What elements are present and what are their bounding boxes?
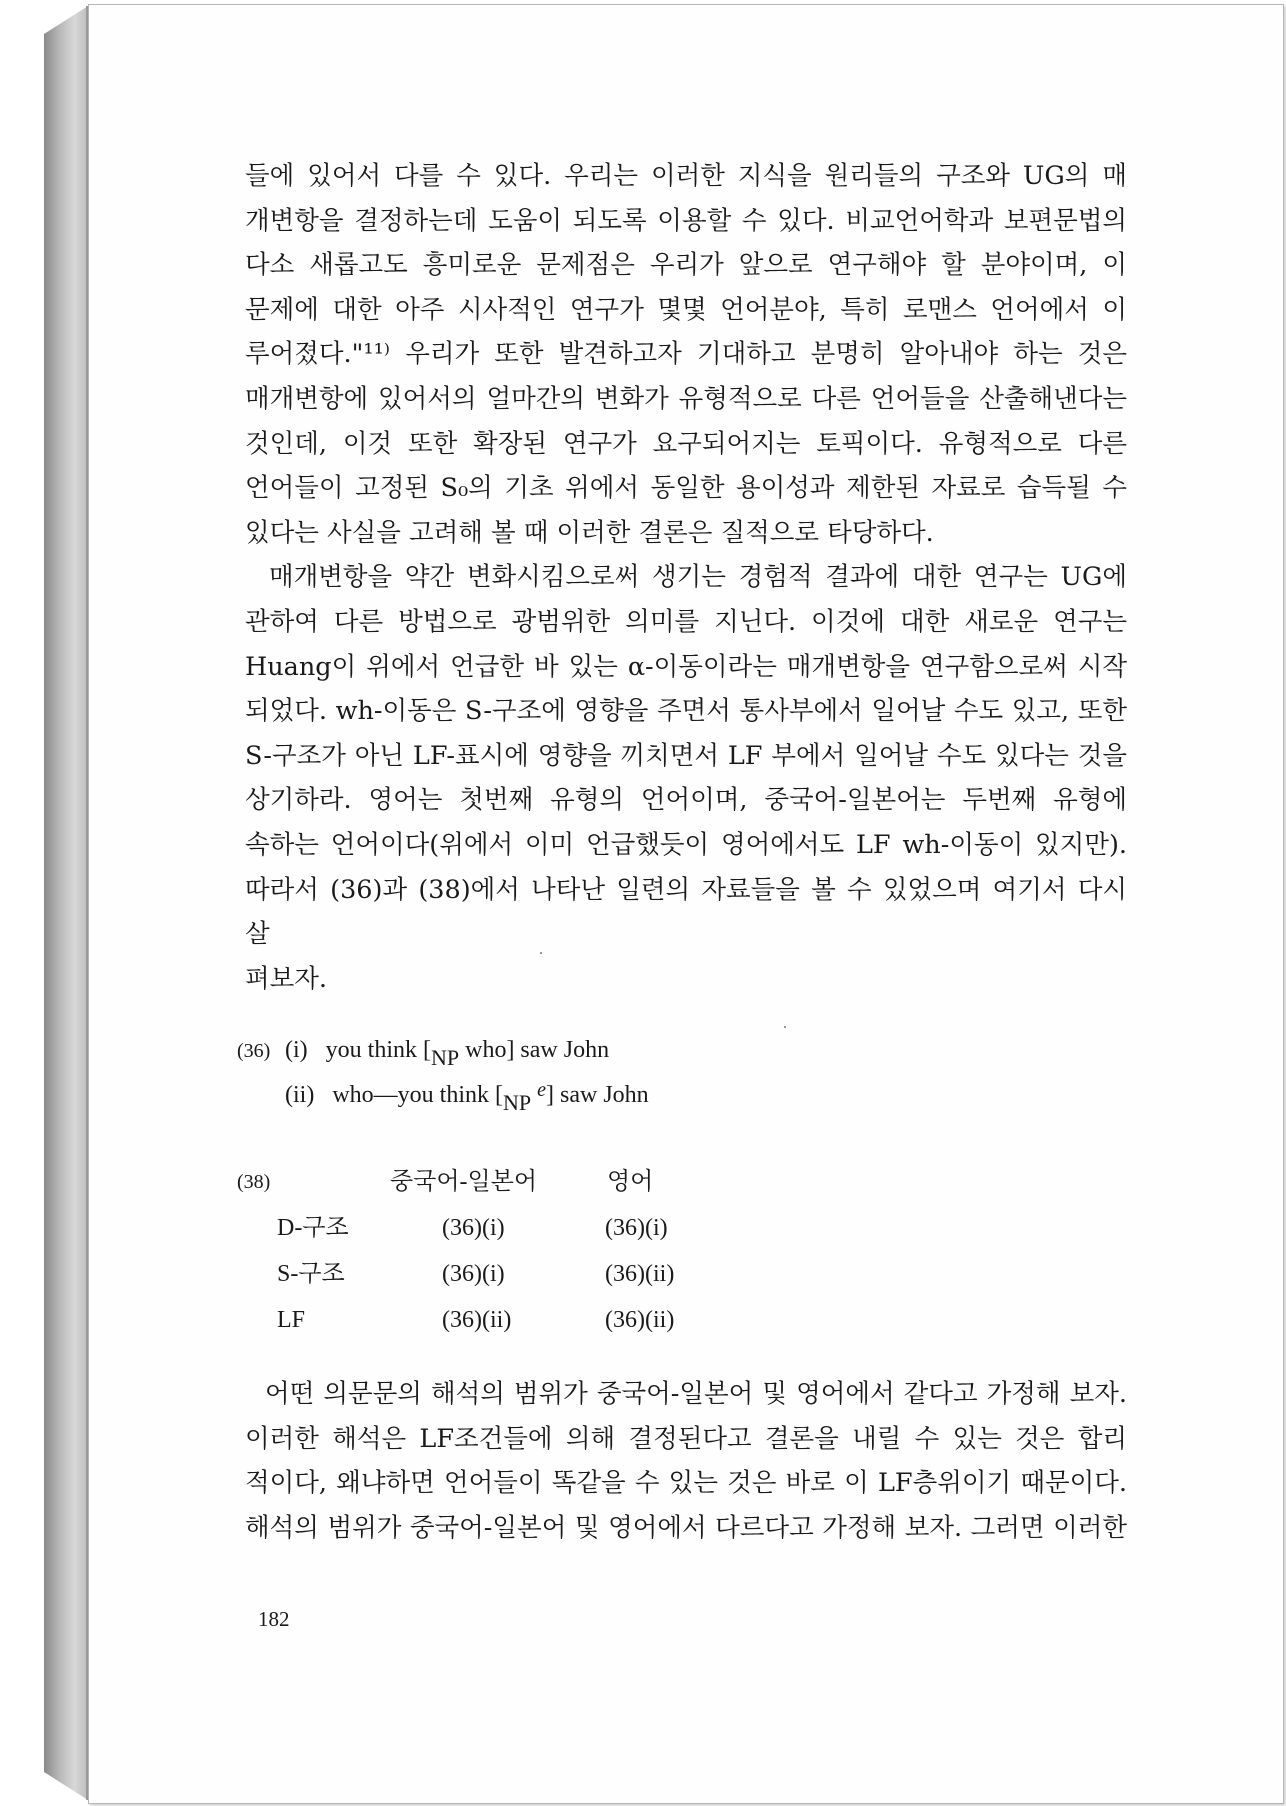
example-number: (38) [237, 1171, 271, 1193]
row-label-d-structure: D-구조 [277, 1215, 349, 1241]
paragraph-2 [245, 555, 1127, 1001]
table-cell: (36)(ii) [442, 1307, 512, 1333]
text-line: 있다는 사실을 고려해 볼 때 이러한 결론은 질적으로 타당하다. [245, 517, 934, 548]
table-cell: (36)(ii) [605, 1307, 675, 1333]
speck [540, 952, 542, 954]
text-line: 관하여 다른 방법으로 광범위한 의미를 지닌다. 이것에 대한 새로운 연구는 [245, 606, 1127, 637]
text-line: 적이다, 왜냐하면 언어들이 똑같을 수 있는 것은 바로 이 LF층위이기 때문이다. [245, 1468, 1127, 1499]
text-line: 속하는 언어이다(위에서 이미 언급했듯이 영어에서도 LF wh-이동이 있지만). [245, 829, 1127, 860]
page-number: 182 [258, 1607, 290, 1631]
example-text: ] saw John [546, 1082, 649, 1108]
text-line: 개변항을 결정하는데 도움이 되도록 이용할 수 있다. 비교언어학과 보편문법의 [245, 205, 1127, 236]
paragraph-1 [245, 154, 1127, 555]
text-line: 다소 새롭고도 흥미로운 문제점은 우리가 앞으로 연구해야 할 분야이며, 이 [245, 250, 1127, 281]
np-subscript: NP [430, 1045, 460, 1070]
row-label-lf: LF [277, 1307, 306, 1333]
example-36-line-2 [237, 1073, 649, 1118]
text-line: 들에 있어서 다를 수 있다. 우리는 이러한 지식을 원리들의 구조와 UG의 매 [245, 161, 1127, 191]
example-text: who—you think [ [332, 1082, 503, 1108]
np-subscript: NP [503, 1090, 532, 1115]
speck [784, 1026, 786, 1028]
paragraph-3 [245, 1372, 1127, 1550]
example-text: who] saw John [459, 1037, 610, 1063]
text-line: Huang이 위에서 언급한 바 있는 α-이동이라는 매개변항을 연구함으로써 시작 [245, 651, 1127, 682]
main-text [245, 154, 1127, 1001]
text-line: 매개변항에 있어서의 얼마간의 변화가 유형적으로 다른 언어들을 산출해낸다는 [245, 383, 1127, 414]
text-line: 문제에 대한 아주 시사적인 연구가 몇몇 언어분야, 특히 로맨스 언어에서 이 [245, 294, 1127, 325]
example-36-line-1 [237, 1028, 649, 1073]
example-number: (36) [237, 1040, 271, 1062]
book-spine [44, 6, 88, 1800]
text-line: 상기하라. 영어는 첫번째 유형의 언어이며, 중국어-일본어는 두번째 유형에 [245, 785, 1127, 816]
text-line: 루어졌다."¹¹⁾ 우리가 또한 발견하고자 기대하고 분명히 알아내야 하는 것은 [245, 339, 1127, 370]
example-label: (ii) [285, 1082, 315, 1108]
text-line: 어떤 의문문의 해석의 범위가 중국어-일본어 및 영어에서 같다고 가정해 보자. [265, 1379, 1127, 1409]
table-cell: (36)(i) [605, 1215, 668, 1241]
text-line: 되었다. wh-이동은 S-구조에 영향을 주면서 통사부에서 일어날 수도 있고, 또한 [245, 696, 1127, 727]
text-line: 언어들이 고정된 S₀의 기초 위에서 동일한 용이성과 제한된 자료로 습득될 수 [245, 473, 1127, 504]
table-cell: (36)(ii) [605, 1261, 675, 1287]
text-line: 것인데, 이것 또한 확장된 연구가 요구되어지는 토픽이다. 유형적으로 다른 [245, 428, 1127, 459]
row-label-s-structure: S-구조 [277, 1261, 345, 1287]
example-36 [237, 1028, 649, 1118]
example-text: you think [ [325, 1037, 431, 1063]
column-header-english: 영어 [607, 1169, 654, 1195]
example-label: (i) [285, 1037, 308, 1063]
table-cell: (36)(i) [442, 1261, 505, 1287]
empty-category: e [537, 1079, 547, 1101]
text-line: 매개변항을 약간 변화시킴으로써 생기는 경험적 결과에 대한 연구는 UG에 [269, 562, 1127, 593]
column-header-chinese-japanese: 중국어-일본어 [390, 1169, 538, 1195]
text-line: 펴보자. [245, 963, 328, 994]
text-line: S-구조가 아닌 LF-표시에 영향을 끼치면서 LF 부에서 일어날 수도 있다는 것을 [245, 740, 1127, 771]
text-line: 해석의 범위가 중국어-일본어 및 영어에서 다르다고 가정해 보자. 그러면 이러한 [245, 1512, 1127, 1543]
text-line: 따라서 (36)과 (38)에서 나타난 일련의 자료들을 볼 수 있었으며 여기서 다시 살 [245, 874, 1127, 950]
text-line: 이러한 해석은 LF조건들에 의해 결정된다고 결론을 내릴 수 있는 것은 합리 [245, 1423, 1127, 1454]
table-cell: (36)(i) [442, 1215, 505, 1241]
